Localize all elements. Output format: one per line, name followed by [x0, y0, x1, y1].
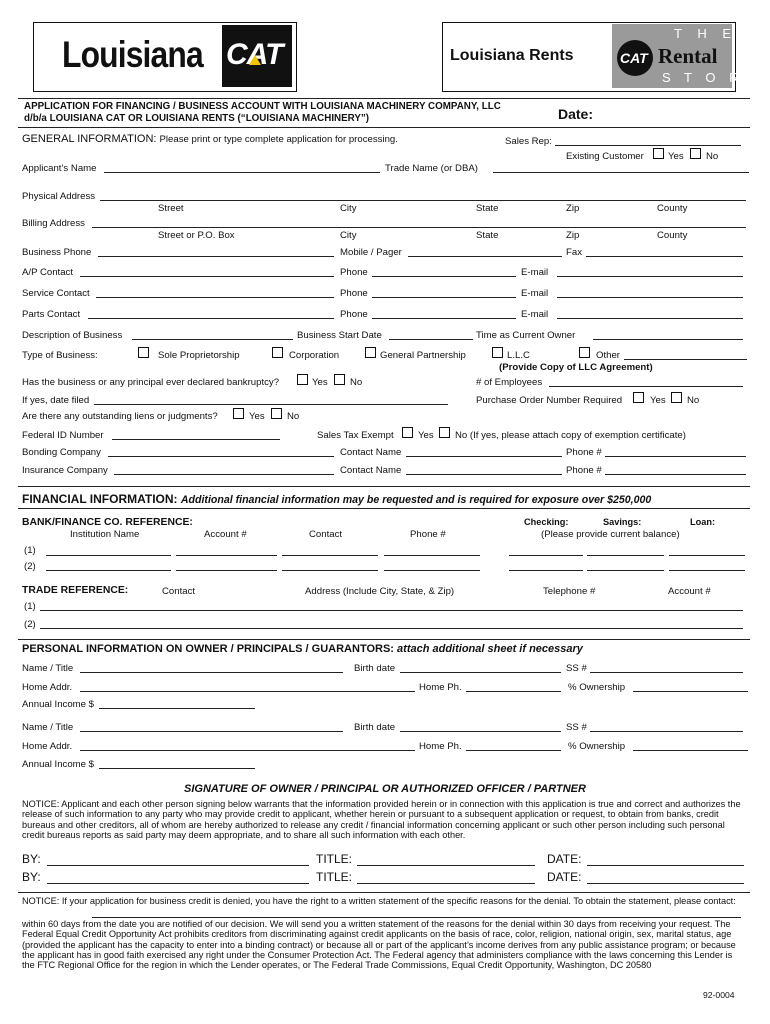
contact-field[interactable]	[92, 917, 741, 918]
po-no-checkbox[interactable]	[671, 392, 682, 403]
header-rule	[18, 98, 750, 99]
trade-account-col: Account #	[668, 586, 711, 597]
existing-customer-no-label: No	[706, 151, 719, 162]
sales-tax-yes-checkbox[interactable]	[402, 427, 413, 438]
title-label-1: TITLE:	[316, 852, 353, 866]
by-label-2: BY:	[22, 870, 41, 884]
owner2-addr-label: Home Addr.	[22, 741, 73, 752]
owner1-addr-label: Home Addr.	[22, 682, 73, 693]
other-label: Other	[596, 350, 620, 361]
sole-prop-label: Sole Proprietorship	[158, 350, 240, 361]
llc-note: (Provide Copy of LLC Agreement)	[499, 362, 653, 373]
personal-heading	[22, 643, 583, 655]
rental-store-store: S T O R E	[662, 70, 766, 85]
bank-2-savings[interactable]	[587, 570, 664, 571]
bank-1-checking[interactable]	[509, 555, 583, 556]
owner2-name-label: Name / Title	[22, 722, 74, 733]
rental-store-rental: Rental	[658, 44, 718, 68]
physical-address-label: Physical Address	[22, 191, 96, 202]
billing-county-caption: County	[657, 230, 688, 241]
financial-underline	[18, 508, 750, 509]
owner1-name-field[interactable]	[80, 672, 343, 673]
owner1-ownership-label: % Ownership	[568, 682, 626, 693]
general-heading	[22, 133, 398, 145]
loan-label: Loan:	[690, 517, 716, 527]
bank-row-2-label: (2)	[24, 561, 36, 572]
bank-2-contact[interactable]	[282, 570, 378, 571]
owner2-birth-field[interactable]	[400, 731, 561, 732]
sales-rep-label: Sales Rep:	[505, 136, 552, 147]
owner2-ownership-label: % Ownership	[568, 741, 626, 752]
time-owner-field[interactable]	[593, 339, 743, 340]
bonding-label: Bonding Company	[22, 447, 101, 458]
description-label: Description of Business	[22, 330, 123, 341]
bank-1-institution[interactable]	[46, 555, 171, 556]
sales-tax-label: Sales Tax Exempt	[317, 430, 394, 441]
application-title-line2: d/b/a LOUISIANA CAT OR LOUISIANA RENTS (“LOUISIANA MACHINERY”)	[24, 113, 370, 124]
bonding-phone-field[interactable]	[605, 456, 746, 457]
owner2-ownership-field[interactable]	[633, 750, 748, 751]
date-field-2[interactable]	[587, 883, 744, 884]
existing-customer-yes-label: Yes	[668, 151, 684, 162]
financial-heading-label: FINANCIAL INFORMATION:	[22, 492, 178, 506]
institution-col: Institution Name	[70, 529, 140, 540]
personal-subheading: attach additional sheet if necessary	[397, 643, 583, 655]
applicant-name-label: Applicant’s Name	[22, 163, 97, 174]
service-phone-label: Phone	[340, 288, 368, 299]
cat-logo-text: CAT	[226, 38, 283, 71]
po-yes-label: Yes	[650, 395, 666, 406]
owner2-addr-field[interactable]	[80, 750, 415, 751]
trade-telephone-col: Telephone #	[543, 586, 596, 597]
bankruptcy-no-checkbox[interactable]	[334, 374, 345, 385]
general-partnership-checkbox[interactable]	[365, 347, 376, 358]
bonding-contact-field[interactable]	[406, 456, 562, 457]
signature-notice: NOTICE: Applicant and each other person signing below warrants that the information provided herein or in connection with this application is true and correct and authorizes the release of such information to any party who may provide credit to applicant, whether herein or pursuant to a subsequent application or request, to obtain from banks, credit bureaus and other creditors, all of whom are hereby authorized to release any credit / financial information concerning applicant or such other person including such personal credit bureaus reports as said party may deem appropriate, and to share all such information with each other.	[22, 799, 741, 840]
description-field[interactable]	[132, 339, 293, 340]
owner2-homeph-field[interactable]	[466, 750, 561, 751]
bank-1-account[interactable]	[176, 555, 277, 556]
by-label-1: BY:	[22, 852, 41, 866]
denial-notice-body: within 60 days from the date you are notified of our decision. We will send you a written statement of the reasons for the denial within 30 days from receiving your request. The Federal Equal Credit Opportunity Act prohibits creditors from discriminating against credit applicants on the basis of race, color, religion, national origin, sex, marital status, age (provided the applicant has the capacity to enter into a binding contract) or because all or part of the applicant’s income derives from any public assistance program; or because the applicant has in good faith exercised any right under the Consumer Protection Act. The Federal agency that administers compliance with the laws concerning this Lender is the FTC Regional Office for the region in which the Lender operates, or The Federal Trade Commissions, Equal Credit Opportunity, Washington, DC 20580	[22, 919, 736, 971]
cat-logo-triangle	[249, 55, 261, 65]
service-email-field[interactable]	[557, 297, 743, 298]
financial-subheading: Additional financial information may be requested and is required for exposure over $250,000	[180, 494, 652, 506]
insurance-contact-label: Contact Name	[340, 465, 402, 476]
sales-rep-field[interactable]	[555, 145, 741, 146]
bankruptcy-no-label: No	[350, 377, 363, 388]
parts-contact-label: Parts Contact	[22, 309, 81, 320]
owner1-ss-field[interactable]	[590, 672, 743, 673]
rental-store-the: T H E	[674, 26, 737, 41]
personal-rule	[18, 639, 750, 640]
bank-2-phone[interactable]	[384, 570, 480, 571]
owner1-income-field[interactable]	[99, 708, 255, 709]
trade-contact-col: Contact	[162, 586, 196, 597]
parts-email-label: E-mail	[521, 309, 549, 320]
parts-phone-label: Phone	[340, 309, 368, 320]
bank-2-account[interactable]	[176, 570, 277, 571]
application-title-line1: APPLICATION FOR FINANCING / BUSINESS ACCOUNT WITH LOUISIANA MACHINERY COMPANY, LLC	[24, 101, 501, 112]
existing-customer-yes-checkbox[interactable]	[653, 148, 664, 159]
sales-tax-note: No (If yes, please attach copy of exemption certificate)	[455, 430, 686, 441]
corporation-checkbox[interactable]	[272, 347, 283, 358]
parts-phone-field[interactable]	[372, 318, 516, 319]
po-required-label: Purchase Order Number Required	[476, 395, 623, 406]
employees-label: # of Employees	[476, 377, 543, 388]
po-yes-checkbox[interactable]	[633, 392, 644, 403]
date-filed-field[interactable]	[94, 404, 448, 405]
trade-name-label: Trade Name (or DBA)	[385, 163, 478, 174]
fax-label: Fax	[566, 247, 582, 258]
title-field-2[interactable]	[357, 883, 535, 884]
louisiana-cat-brand: Louisiana	[62, 34, 203, 75]
rental-store-logo	[612, 24, 766, 88]
owner1-birth-label: Birth date	[354, 663, 396, 674]
louisiana-rents-title: Louisiana Rents	[450, 47, 574, 64]
liens-no-label: No	[287, 411, 300, 422]
time-owner-label: Time as Current Owner	[476, 330, 576, 341]
trade-ref-heading: TRADE REFERENCE:	[22, 585, 129, 596]
physical-street-caption: Street	[158, 203, 184, 214]
date-field-1[interactable]	[587, 865, 744, 866]
applicant-name-field[interactable]	[104, 172, 380, 173]
bank-2-institution[interactable]	[46, 570, 171, 571]
title-label-2: TITLE:	[316, 870, 353, 884]
owner1-homeph-label: Home Ph.	[419, 682, 462, 693]
owner2-ss-label: SS #	[566, 722, 587, 733]
sole-prop-checkbox[interactable]	[138, 347, 149, 358]
llc-checkbox[interactable]	[492, 347, 503, 358]
trade-1-field[interactable]	[40, 610, 743, 611]
ap-contact-label: A/P Contact	[22, 267, 74, 278]
balance-note: (Please provide current balance)	[541, 529, 680, 540]
owner1-ss-label: SS #	[566, 663, 587, 674]
ap-email-field[interactable]	[557, 276, 743, 277]
fax-field[interactable]	[586, 256, 743, 257]
physical-address-field[interactable]	[100, 200, 746, 201]
ap-email-label: E-mail	[521, 267, 549, 278]
business-phone-field[interactable]	[98, 256, 334, 257]
mobile-pager-label: Mobile / Pager	[340, 247, 402, 258]
insurance-label: Insurance Company	[22, 465, 108, 476]
bank-2-loan[interactable]	[669, 570, 745, 571]
owner2-name-field[interactable]	[80, 731, 343, 732]
bank-1-phone[interactable]	[384, 555, 480, 556]
by-field-2[interactable]	[47, 883, 309, 884]
date-label-2: DATE:	[547, 870, 582, 884]
liens-yes-checkbox[interactable]	[233, 408, 244, 419]
trade-row-2-label: (2)	[24, 619, 36, 630]
general-partnership-label: General Partnership	[380, 350, 466, 361]
financial-heading	[22, 492, 651, 506]
cat-badge-text: CAT	[620, 50, 648, 66]
owner2-homeph-label: Home Ph.	[419, 741, 462, 752]
billing-zip-caption: Zip	[566, 230, 580, 241]
other-field[interactable]	[624, 359, 747, 360]
financial-rule	[18, 486, 750, 487]
insurance-phone-label: Phone #	[566, 465, 602, 476]
account-col: Account #	[204, 529, 247, 540]
physical-city-caption: City	[340, 203, 357, 214]
liens-yes-label: Yes	[249, 411, 265, 422]
bankruptcy-yes-checkbox[interactable]	[297, 374, 308, 385]
trade-address-col: Address (Include City, State, & Zip)	[305, 586, 455, 597]
owner1-name-label: Name / Title	[22, 663, 74, 674]
billing-city-caption: City	[340, 230, 357, 241]
contact-col: Contact	[309, 529, 343, 540]
ap-phone-field[interactable]	[372, 276, 516, 277]
po-no-label: No	[687, 395, 700, 406]
savings-label: Savings:	[603, 517, 642, 527]
owner2-ss-field[interactable]	[590, 731, 743, 732]
checking-label: Checking:	[524, 517, 569, 527]
bankruptcy-label: Has the business or any principal ever declared bankruptcy?	[22, 377, 280, 388]
service-contact-field[interactable]	[96, 297, 334, 298]
corporation-label: Corporation	[289, 350, 340, 361]
bank-ref-heading: BANK/FINANCE CO. REFERENCE:	[22, 517, 193, 528]
signature-heading: SIGNATURE OF OWNER / PRINCIPAL OR AUTHORIZED OFFICER / PARTNER	[184, 783, 586, 795]
physical-state-caption: State	[476, 203, 499, 214]
ap-phone-label: Phone	[340, 267, 368, 278]
title-field-1[interactable]	[357, 865, 535, 866]
by-field-1[interactable]	[47, 865, 309, 866]
bonding-phone-label: Phone #	[566, 447, 602, 458]
ap-contact-field[interactable]	[80, 276, 334, 277]
business-phone-label: Business Phone	[22, 247, 92, 258]
bank-1-loan[interactable]	[669, 555, 745, 556]
title-rule	[18, 127, 750, 128]
bank-1-savings[interactable]	[587, 555, 664, 556]
sales-tax-no-checkbox[interactable]	[439, 427, 450, 438]
owner1-income-label: Annual Income $	[22, 699, 94, 710]
insurance-contact-field[interactable]	[406, 474, 562, 475]
phone-col: Phone #	[410, 529, 446, 540]
owner2-income-label: Annual Income $	[22, 759, 94, 770]
bank-row-1-label: (1)	[24, 545, 36, 556]
physical-county-caption: County	[657, 203, 688, 214]
sales-tax-yes-label: Yes	[418, 430, 434, 441]
existing-customer-label: Existing Customer	[566, 151, 644, 162]
billing-street-caption: Street or P.O. Box	[158, 230, 235, 241]
bonding-contact-label: Contact Name	[340, 447, 402, 458]
owner2-birth-label: Birth date	[354, 722, 396, 733]
bonding-field[interactable]	[108, 456, 334, 457]
service-phone-field[interactable]	[372, 297, 516, 298]
insurance-field[interactable]	[114, 474, 334, 475]
date-filed-label: If yes, date filed	[22, 395, 90, 406]
federal-id-label: Federal ID Number	[22, 430, 104, 441]
existing-customer-no-checkbox[interactable]	[690, 148, 701, 159]
trade-name-field[interactable]	[493, 172, 749, 173]
liens-no-checkbox[interactable]	[271, 408, 282, 419]
bank-1-contact[interactable]	[282, 555, 378, 556]
trade-row-1-label: (1)	[24, 601, 36, 612]
parts-contact-field[interactable]	[88, 318, 334, 319]
service-contact-label: Service Contact	[22, 288, 90, 299]
owner2-income-field[interactable]	[99, 768, 255, 769]
general-instruction: Please print or type complete application for processing.	[159, 134, 398, 145]
liens-label: Are there any outstanding liens or judgments?	[22, 411, 218, 422]
footer-rule	[18, 892, 750, 893]
personal-heading-label: PERSONAL INFORMATION ON OWNER / PRINCIPALS / GUARANTORS:	[22, 643, 394, 655]
billing-address-field[interactable]	[92, 227, 746, 228]
employees-field[interactable]	[549, 386, 743, 387]
denial-notice-intro: NOTICE: If your application for business credit is denied, you have the right to a written statement of the specific reasons for the denial. To obtain the statement, please contact:	[22, 896, 736, 906]
physical-zip-caption: Zip	[566, 203, 580, 214]
llc-label: L.L.C	[507, 350, 530, 361]
owner1-addr-field[interactable]	[80, 691, 415, 692]
service-email-label: E-mail	[521, 288, 549, 299]
insurance-phone-field[interactable]	[605, 474, 746, 475]
owner1-homeph-field[interactable]	[466, 691, 561, 692]
other-checkbox[interactable]	[579, 347, 590, 358]
date-label: Date:	[558, 106, 594, 122]
billing-state-caption: State	[476, 230, 499, 241]
mobile-pager-field[interactable]	[408, 256, 562, 257]
trade-2-field[interactable]	[40, 628, 743, 629]
date-label-1: DATE:	[547, 852, 582, 866]
federal-id-field[interactable]	[112, 439, 280, 440]
owner1-ownership-field[interactable]	[633, 691, 748, 692]
start-date-label: Business Start Date	[297, 330, 382, 341]
parts-email-field[interactable]	[557, 318, 743, 319]
cat-logo	[222, 25, 292, 87]
type-of-business-label: Type of Business:	[22, 350, 98, 361]
owner1-birth-field[interactable]	[400, 672, 561, 673]
form-number: 92-0004	[703, 990, 735, 1000]
general-heading-label: GENERAL INFORMATION:	[22, 133, 157, 145]
bankruptcy-yes-label: Yes	[312, 377, 328, 388]
start-date-field[interactable]	[389, 339, 473, 340]
billing-address-label: Billing Address	[22, 218, 85, 229]
bank-2-checking[interactable]	[509, 570, 583, 571]
